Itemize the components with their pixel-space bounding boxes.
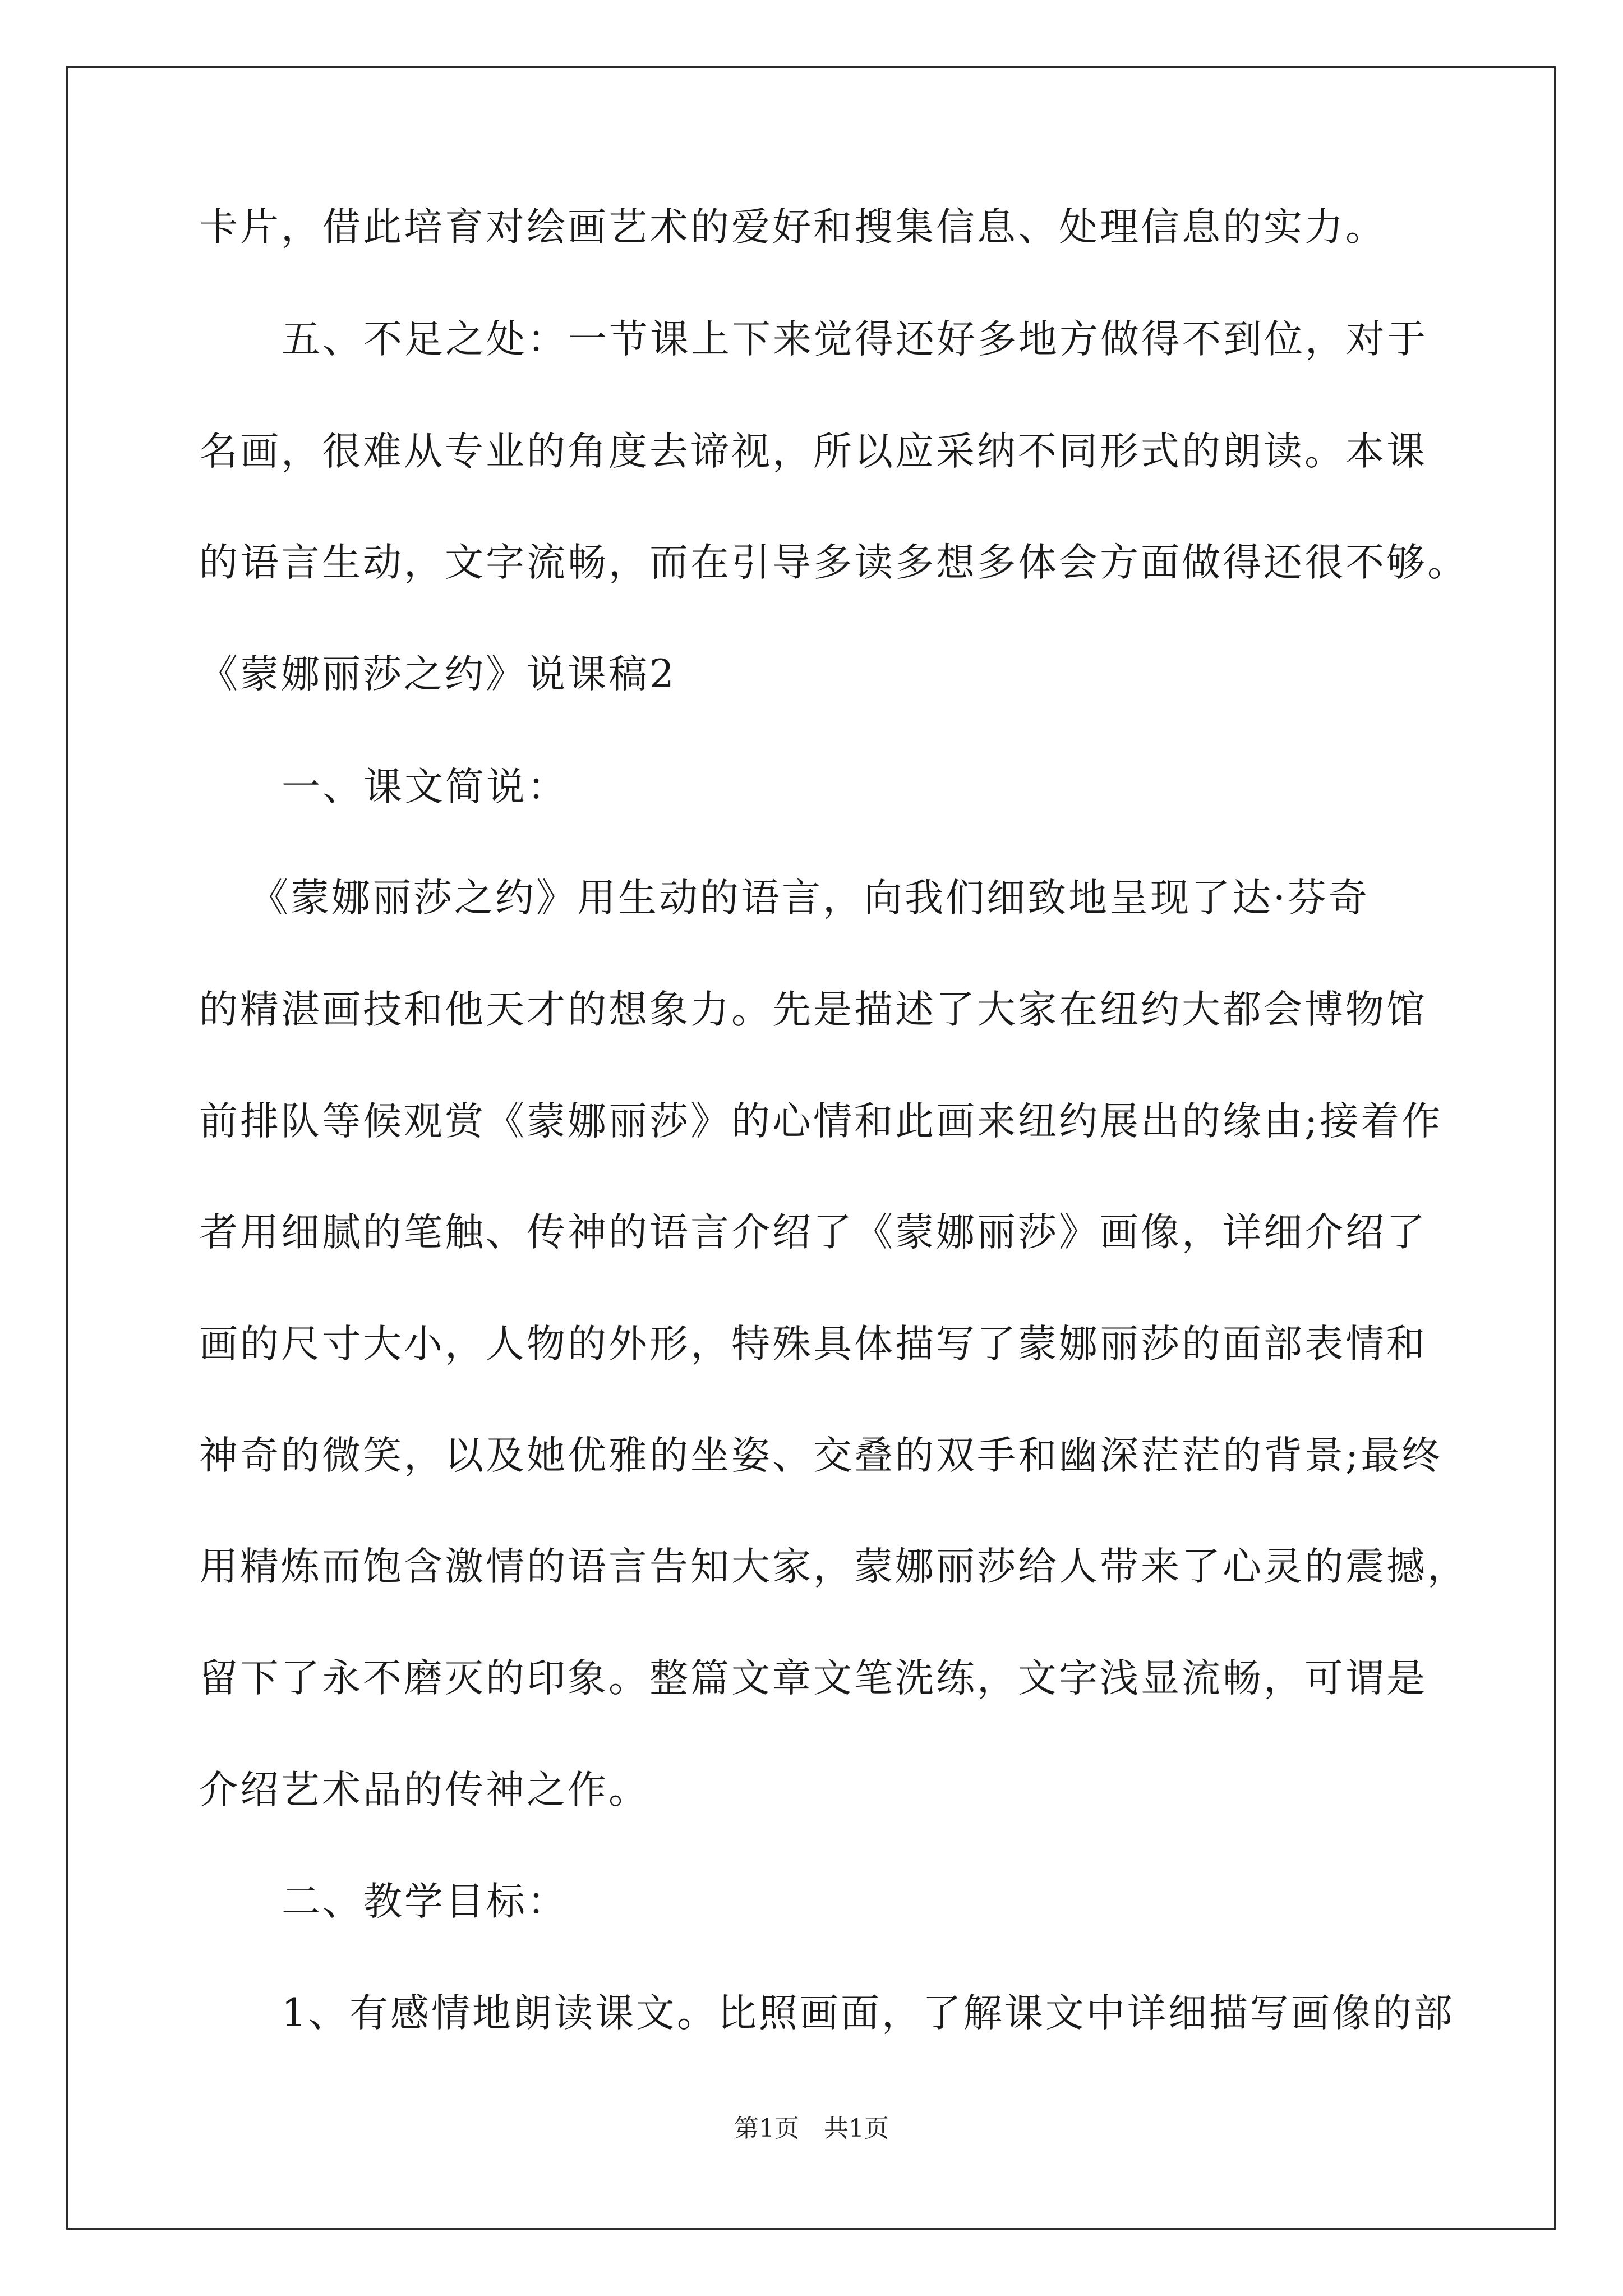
paragraph-line: 留下了永不磨灭的印象。整篇文章文笔洗练，文字浅显流畅，可谓是 xyxy=(199,1656,1427,1701)
paragraph-line: 《蒙娜丽莎之约》用生动的语言，向我们细致地呈现了达·芬奇 xyxy=(250,876,1370,921)
paragraph-line: 前排队等候观赏《蒙娜丽莎》的心情和此画来纽约展出的缘由;接着作 xyxy=(199,1099,1443,1144)
paragraph-line: 的语言生动，文字流畅，而在引导多读多想多体会方面做得还很不够。 xyxy=(199,540,1468,585)
paragraph-line: 名画，很难从专业的角度去谛视，所以应采纳不同形式的朗读。本课 xyxy=(199,429,1427,474)
paragraph-line: 五、不足之处：一节课上下来觉得还好多地方做得不到位，对于 xyxy=(282,317,1428,362)
paragraph-line: 用精炼而饱含激情的语言告知大家，蒙娜丽莎给人带来了心灵的震撼， xyxy=(199,1544,1468,1589)
page-footer: 第1页 共1页 xyxy=(734,2114,889,2143)
paragraph-line: 画的尺寸大小，人物的外形，特殊具体描写了蒙娜丽莎的面部表情和 xyxy=(199,1322,1427,1366)
paragraph-line: 者用细腻的笔触、传神的语言介绍了《蒙娜丽莎》画像，详细介绍了 xyxy=(199,1210,1427,1255)
paragraph-line: 介绍艺术品的传神之作。 xyxy=(199,1768,649,1812)
paragraph-line: 神奇的微笑，以及她优雅的坐姿、交叠的双手和幽深茫茫的背景;最终 xyxy=(199,1433,1443,1478)
paragraph-line: 卡片，借此培育对绘画艺术的爱好和搜集信息、处理信息的实力。 xyxy=(199,205,1386,250)
paragraph-line: 的精湛画技和他天才的想象力。先是描述了大家在纽约大都会博物馆 xyxy=(199,987,1427,1032)
paragraph-line: 1、有感情地朗读课文。比照画面，了解课文中详细描写画像的部 xyxy=(282,1991,1455,2036)
paragraph-line: 一、课文简说： xyxy=(282,765,568,809)
paragraph-line: 二、教学目标： xyxy=(282,1879,568,1924)
section-heading: 《蒙娜丽莎之约》说课稿2 xyxy=(199,652,676,697)
